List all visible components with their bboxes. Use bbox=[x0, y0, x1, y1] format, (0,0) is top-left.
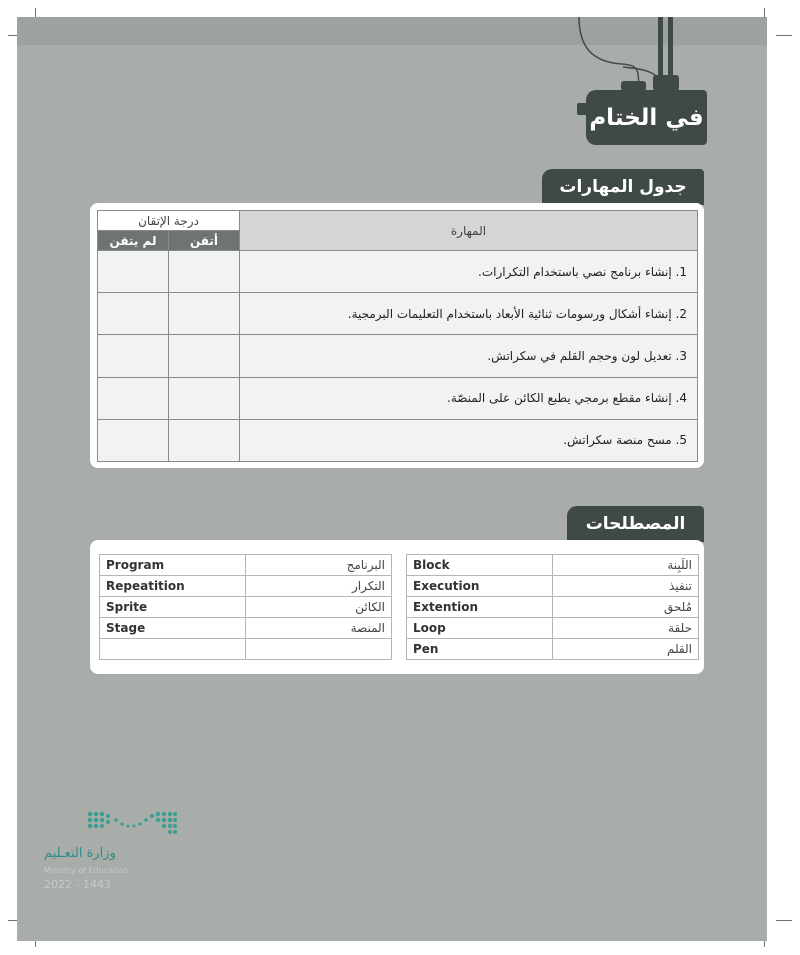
crop-mark bbox=[776, 35, 792, 36]
term-row bbox=[100, 618, 392, 639]
table-row bbox=[98, 251, 698, 293]
term-en: Pen bbox=[407, 639, 553, 660]
not-mastered-cell[interactable] bbox=[98, 251, 169, 293]
skills-table bbox=[97, 210, 698, 462]
term-en bbox=[100, 639, 246, 660]
ministry-name-ar: وزارة التعـليم bbox=[44, 846, 116, 861]
mastered-cell[interactable] bbox=[169, 335, 240, 377]
term-ar: البرنامج bbox=[246, 555, 392, 576]
term-row bbox=[407, 555, 699, 576]
skills-tab bbox=[542, 169, 704, 205]
edition-year: 2022 - 1443 bbox=[44, 878, 111, 891]
term-ar: حلقة bbox=[553, 618, 699, 639]
page bbox=[17, 17, 767, 941]
terms-table-left bbox=[99, 554, 392, 660]
plate-connector bbox=[653, 75, 679, 91]
mastered-cell[interactable] bbox=[169, 419, 240, 461]
not-mastered-cell[interactable] bbox=[98, 377, 169, 419]
term-ar: مُلحق bbox=[553, 597, 699, 618]
col-skill-header: المهارة bbox=[240, 211, 698, 251]
term-en: Loop bbox=[407, 618, 553, 639]
term-en: Repeatition bbox=[100, 576, 246, 597]
term-ar: الكائن bbox=[246, 597, 392, 618]
term-row bbox=[100, 555, 392, 576]
term-ar bbox=[246, 639, 392, 660]
term-row bbox=[407, 576, 699, 597]
skill-text: 4. إنشاء مقطع برمجي يطبع الكائن على المنصّة. bbox=[240, 377, 698, 419]
term-en: Block bbox=[407, 555, 553, 576]
section-title-plate bbox=[586, 90, 707, 145]
page-title: في الختام bbox=[589, 104, 704, 131]
col-not-mastered-header: لم يتقن bbox=[98, 231, 169, 251]
term-ar: التكرار bbox=[246, 576, 392, 597]
skills-title: جدول المهارات bbox=[559, 177, 687, 197]
table-row bbox=[98, 335, 698, 377]
term-en: Execution bbox=[407, 576, 553, 597]
ministry-name-en: Ministry of Education bbox=[44, 866, 129, 875]
crop-mark bbox=[776, 920, 792, 921]
term-en: Sprite bbox=[100, 597, 246, 618]
mastered-cell[interactable] bbox=[169, 377, 240, 419]
table-row bbox=[98, 377, 698, 419]
mastered-cell[interactable] bbox=[169, 293, 240, 335]
term-ar: اللَبِنة bbox=[553, 555, 699, 576]
term-row bbox=[100, 597, 392, 618]
term-en: Extention bbox=[407, 597, 553, 618]
skill-text: 1. إنشاء برنامج نصي باستخدام التكرارات. bbox=[240, 251, 698, 293]
not-mastered-cell[interactable] bbox=[98, 293, 169, 335]
term-row bbox=[100, 639, 392, 660]
term-ar: المنصة bbox=[246, 618, 392, 639]
term-en: Stage bbox=[100, 618, 246, 639]
term-en: Program bbox=[100, 555, 246, 576]
ministry-logo-icon bbox=[86, 808, 178, 838]
term-row bbox=[407, 639, 699, 660]
terms-tab bbox=[567, 506, 704, 542]
table-row bbox=[98, 293, 698, 335]
term-row bbox=[407, 597, 699, 618]
col-mastered-header: أتقن bbox=[169, 231, 240, 251]
term-row bbox=[407, 618, 699, 639]
skill-text: 5. مسح منصة سكراتش. bbox=[240, 419, 698, 461]
terms-table-right bbox=[406, 554, 699, 660]
skill-text: 2. إنشاء أشكال ورسومات ثنائية الأبعاد باستخدام التعليمات البرمجية. bbox=[240, 293, 698, 335]
col-mastery-header: درجة الإتقان bbox=[98, 211, 240, 231]
term-ar: القلم bbox=[553, 639, 699, 660]
skill-text: 3. تعديل لون وحجم القلم في سكراتش. bbox=[240, 335, 698, 377]
mastered-cell[interactable] bbox=[169, 251, 240, 293]
term-ar: تنفيذ bbox=[553, 576, 699, 597]
not-mastered-cell[interactable] bbox=[98, 335, 169, 377]
terms-title: المصطلحات bbox=[585, 514, 686, 534]
table-row bbox=[98, 419, 698, 461]
not-mastered-cell[interactable] bbox=[98, 419, 169, 461]
term-row bbox=[100, 576, 392, 597]
